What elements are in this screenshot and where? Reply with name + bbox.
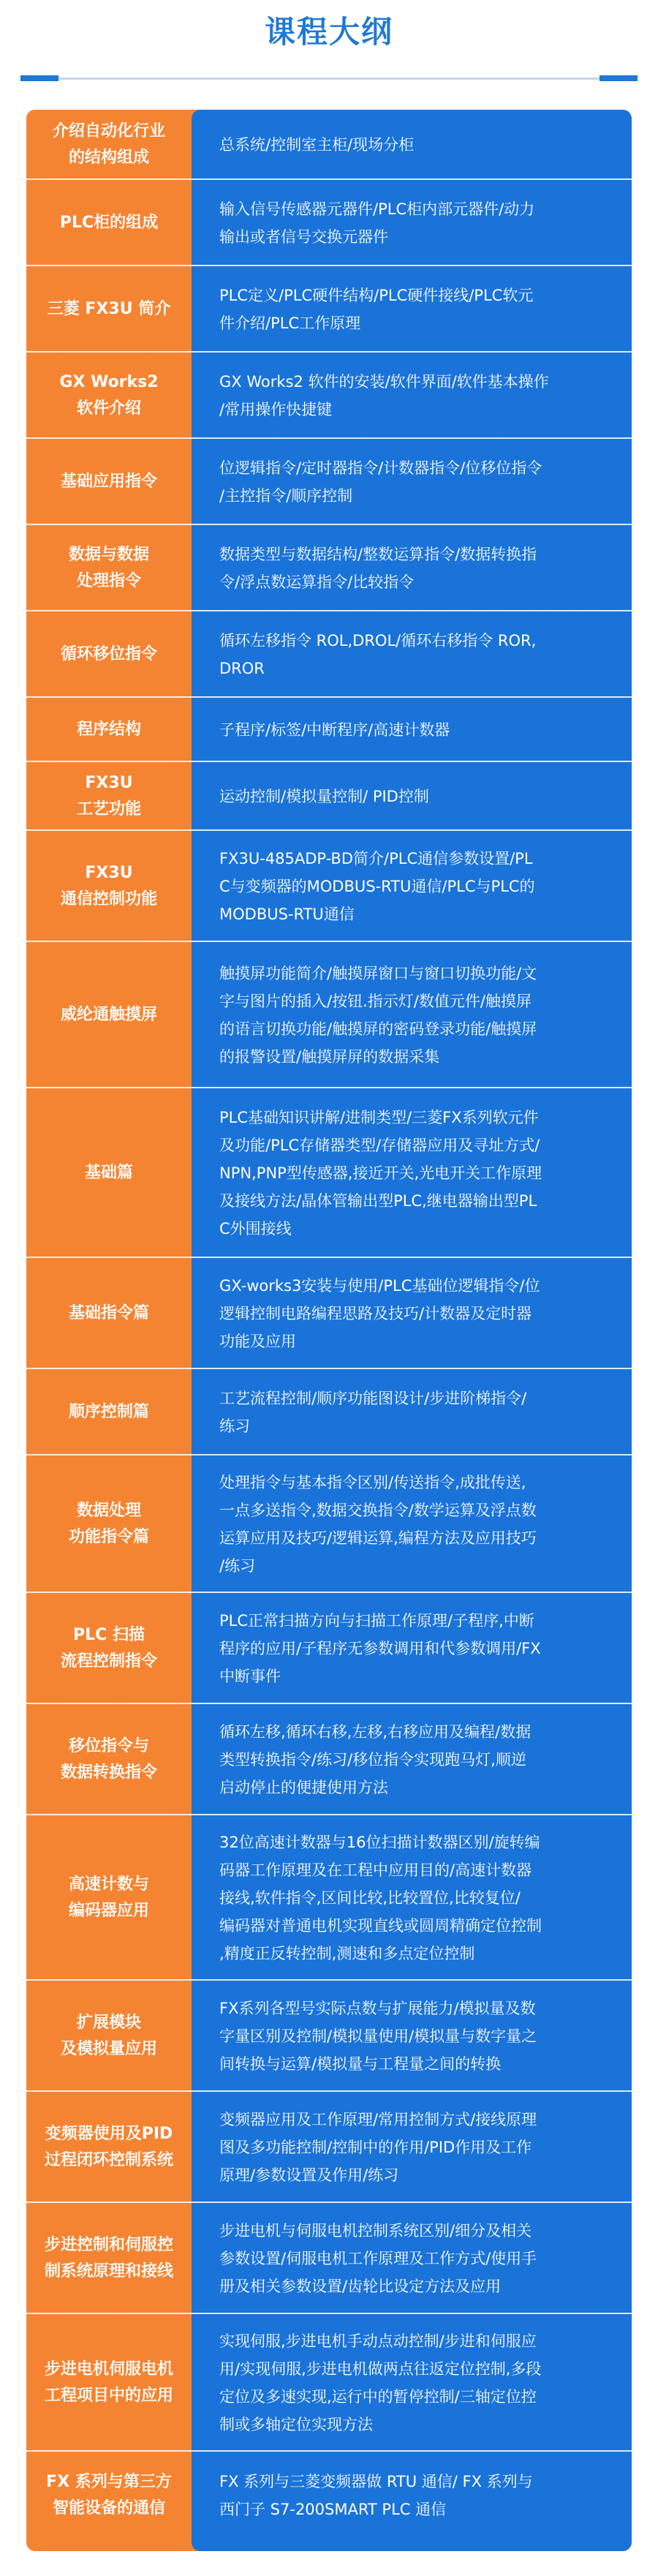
description-cell — [192, 439, 632, 525]
description-text: 总系统/控制室主柜/现场分柜 — [219, 136, 415, 154]
description-cell — [192, 1455, 632, 1593]
topic-label: 移位指令与 数据转换指令 — [60, 1737, 157, 1782]
description-cell — [192, 1815, 632, 1981]
description-text: GX-works3安装与使用/PLC基础位逻辑指令/位 逻辑控制电路编程思路及技巧/计数器及定时器 功能及应用 — [219, 1277, 540, 1350]
description-cell — [192, 762, 632, 831]
topic-label: 循环移位指令 — [60, 645, 157, 663]
outline-row — [26, 1258, 632, 1369]
topic-label: 数据与数据 处理指令 — [68, 546, 149, 590]
description-cell — [192, 353, 632, 439]
description-text: 位逻辑指令/定时器指令/计数器指令/位移位指令 /主控指令/顺序控制 — [219, 459, 542, 505]
description-text: 步进电机与伺服电机控制系统区别/细分及相关 参数设置/伺服电机工作原理及工作方式/使用手 册及相关参数设置/齿轮比设定方法及应用 — [219, 2222, 537, 2295]
description-cell — [192, 1369, 632, 1455]
outline-row — [26, 353, 632, 439]
topic-cell — [26, 1088, 192, 1258]
description-text: GX Works2 软件的安装/软件界面/软件基本操作 /常用操作快捷键 — [219, 373, 549, 418]
description-text: 循环左移指令 ROL,DROL/循环右移指令 ROR, DROR — [219, 632, 537, 677]
description-text: 循环左移,循环右移,左移,右移应用及编程/数据 类型转换指令/练习/移位指令实现跑马灯,顺逆 启动停止的便捷使用方法 — [219, 1723, 532, 1796]
topic-label: 步进控制和伺服控 制系统原理和接线 — [44, 2236, 173, 2281]
topic-cell — [26, 2092, 192, 2203]
outline-row — [26, 1455, 632, 1593]
outline-row — [26, 2092, 632, 2203]
topic-label: FX3U 通信控制功能 — [60, 864, 157, 908]
outline-row — [26, 2452, 632, 2539]
topic-cell — [26, 942, 192, 1088]
description-text: 触摸屏功能简介/触摸屏窗口与窗口切换功能/文 字与图片的插入/按钮.指示灯/数值元件/触摸屏 的语言切换功能/触摸屏的密码登录功能/触摸屏 的报警设置/触摸屏屏的数据采集 — [219, 965, 537, 1066]
description-text: PLC定义/PLC硬件结构/PLC硬件接线/PLC软元 件介绍/PLC工作原理 — [219, 287, 534, 332]
title-divider-accent-left — [20, 75, 58, 81]
topic-cell — [26, 698, 192, 762]
description-cell — [192, 698, 632, 762]
description-text: FX3U-485ADP-BD简介/PLC通信参数设置/PL C与变频器的MODBUS-RTU通信/PLC与PLC的 MODBUS-RTU通信 — [219, 850, 535, 923]
topic-cell — [26, 762, 192, 831]
description-cell — [192, 525, 632, 611]
description-cell — [192, 1593, 632, 1704]
topic-label: 高速计数与 编码器应用 — [68, 1875, 149, 1920]
topic-cell — [26, 1455, 192, 1593]
description-text: 32位高速计数器与16位扫描计数器区别/旋转编 码器工作原理及在工程中应用目的/高速计数器 接线,软件指令,区间比较,比较置位,比较复位/ 编码器对普通电机实现直线或圆周精确定位控制 ,精度正反转控制,测速和多点定位控制 — [219, 1834, 542, 1962]
topic-label: PLC柜的组成 — [59, 214, 159, 232]
topic-cell — [26, 611, 192, 698]
topic-label: 变频器使用及PID 过程闭环控制系统 — [44, 2125, 173, 2169]
description-cell — [192, 942, 632, 1088]
outline-row — [26, 525, 632, 611]
description-cell — [192, 2452, 632, 2539]
description-text: 子程序/标签/中断程序/高速计数器 — [219, 721, 450, 739]
outline-row — [26, 942, 632, 1088]
title-divider — [20, 78, 638, 80]
outline-row — [26, 110, 632, 180]
outline-row — [26, 1815, 632, 1981]
description-cell — [192, 180, 632, 266]
topic-label: 基础指令篇 — [68, 1304, 149, 1322]
topic-cell — [26, 831, 192, 942]
outline-row — [26, 1369, 632, 1455]
title-divider-accent-right — [600, 75, 638, 81]
outline-row — [26, 1981, 632, 2092]
outline-row — [26, 180, 632, 266]
outline-row — [26, 1593, 632, 1704]
description-text: 变频器应用及工作原理/常用控制方式/接线原理 图及多功能控制/控制中的作用/PID作用及工作 原理/参数设置及作用/练习 — [219, 2111, 537, 2184]
description-cell — [192, 1258, 632, 1369]
topic-label: 顺序控制篇 — [68, 1403, 149, 1421]
outline-row — [26, 2314, 632, 2452]
description-text: 实现伺服,步进电机手动点动控制/步进和伺服应 用/实现伺服,步进电机做两点往返定位控制,多段 定位及多速实现,运行中的暂停控制/三轴定位控 制或多轴定位实现方法 — [219, 2332, 542, 2433]
outline-row — [26, 2203, 632, 2314]
course-outline-table — [26, 110, 632, 2551]
topic-label: 基础应用指令 — [60, 472, 157, 491]
header — [0, 0, 658, 86]
description-cell — [192, 110, 632, 180]
description-text: PLC基础知识讲解/进制类型/三菱FX系列软元件 及功能/PLC存储器类型/存储器应用及寻址方式/ NPN,PNP型传感器,接近开关,光电开关工作原理 及接线方法/晶体管输出型PLC,继电器输出型PL C外围接线 — [219, 1109, 542, 1238]
description-cell — [192, 1704, 632, 1815]
topic-cell — [26, 110, 192, 180]
topic-cell — [26, 1815, 192, 1981]
description-text: FX系列各型号实际点数与扩展能力/模拟量及数 字量区别及控制/模拟量使用/模拟量与数字量之 间转换与运算/模拟量与工程量之间的转换 — [219, 2000, 537, 2073]
topic-label: FX3U 工艺功能 — [76, 774, 141, 818]
outline-row — [26, 439, 632, 525]
topic-cell — [26, 439, 192, 525]
topic-cell — [26, 1981, 192, 2092]
topic-cell — [26, 180, 192, 266]
description-cell — [192, 611, 632, 698]
topic-cell — [26, 2452, 192, 2539]
topic-label: 介绍自动化行业 的结构组成 — [52, 122, 165, 167]
outline-row — [26, 762, 632, 831]
outline-row — [26, 1088, 632, 1258]
topic-label: FX 系列与第三方 智能设备的通信 — [46, 2473, 172, 2517]
outline-row — [26, 266, 632, 353]
topic-cell — [26, 353, 192, 439]
topic-label: 基础篇 — [84, 1164, 133, 1182]
description-text: 运动控制/模拟量控制/ PID控制 — [219, 788, 429, 805]
topic-label: PLC 扫描 流程控制指令 — [60, 1626, 157, 1671]
outline-row — [26, 1704, 632, 1815]
topic-label: 三菱 FX3U 简介 — [47, 300, 171, 318]
page-title: 课程大纲 — [264, 14, 393, 50]
description-cell — [192, 1088, 632, 1258]
topic-label: 威纶通触摸屏 — [60, 1006, 157, 1024]
topic-label: 数据处理 功能指令篇 — [68, 1502, 149, 1546]
topic-cell — [26, 1258, 192, 1369]
description-text: 工艺流程控制/顺序功能图设计/步进阶梯指令/ 练习 — [219, 1390, 527, 1435]
description-text: PLC正常扫描方向与扫描工作原理/子程序,中断 程序的应用/子程序无参数调用和代参数调用/FX 中断事件 — [219, 1612, 541, 1685]
description-cell — [192, 2092, 632, 2203]
topic-cell — [26, 266, 192, 353]
topic-label: 扩展模块 及模拟量应用 — [60, 2014, 157, 2058]
topic-label: 程序结构 — [76, 720, 141, 739]
description-cell — [192, 2314, 632, 2452]
description-cell — [192, 266, 632, 353]
outline-row — [26, 698, 632, 762]
description-cell — [192, 831, 632, 942]
topic-cell — [26, 2203, 192, 2314]
topic-cell — [26, 2314, 192, 2452]
description-text: 处理指令与基本指令区别/传送指令,成批传送, 一点多送指令,数据交换指令/数学运算及浮点数 运算应用及技巧/逻辑运算,编程方法及应用技巧 /练习 — [219, 1474, 537, 1575]
topic-cell — [26, 525, 192, 611]
description-cell — [192, 1981, 632, 2092]
description-text: 数据类型与数据结构/整数运算指令/数据转换指 令/浮点数运算指令/比较指令 — [219, 546, 537, 591]
topic-label: 步进电机伺服电机 工程项目中的应用 — [44, 2360, 173, 2405]
outline-row — [26, 831, 632, 942]
description-text: 输入信号传感器元器件/PLC柜内部元器件/动力 输出或者信号交换元器件 — [219, 200, 535, 246]
description-text: FX 系列与三菱变频器做 RTU 通信/ FX 系列与 西门子 S7-200SMART PLC 通信 — [219, 2473, 533, 2518]
topic-cell — [26, 1369, 192, 1455]
topic-label: GX Works2 软件介绍 — [59, 373, 159, 418]
outline-row — [26, 611, 632, 698]
description-cell — [192, 2203, 632, 2314]
topic-cell — [26, 1593, 192, 1704]
topic-cell — [26, 1704, 192, 1815]
